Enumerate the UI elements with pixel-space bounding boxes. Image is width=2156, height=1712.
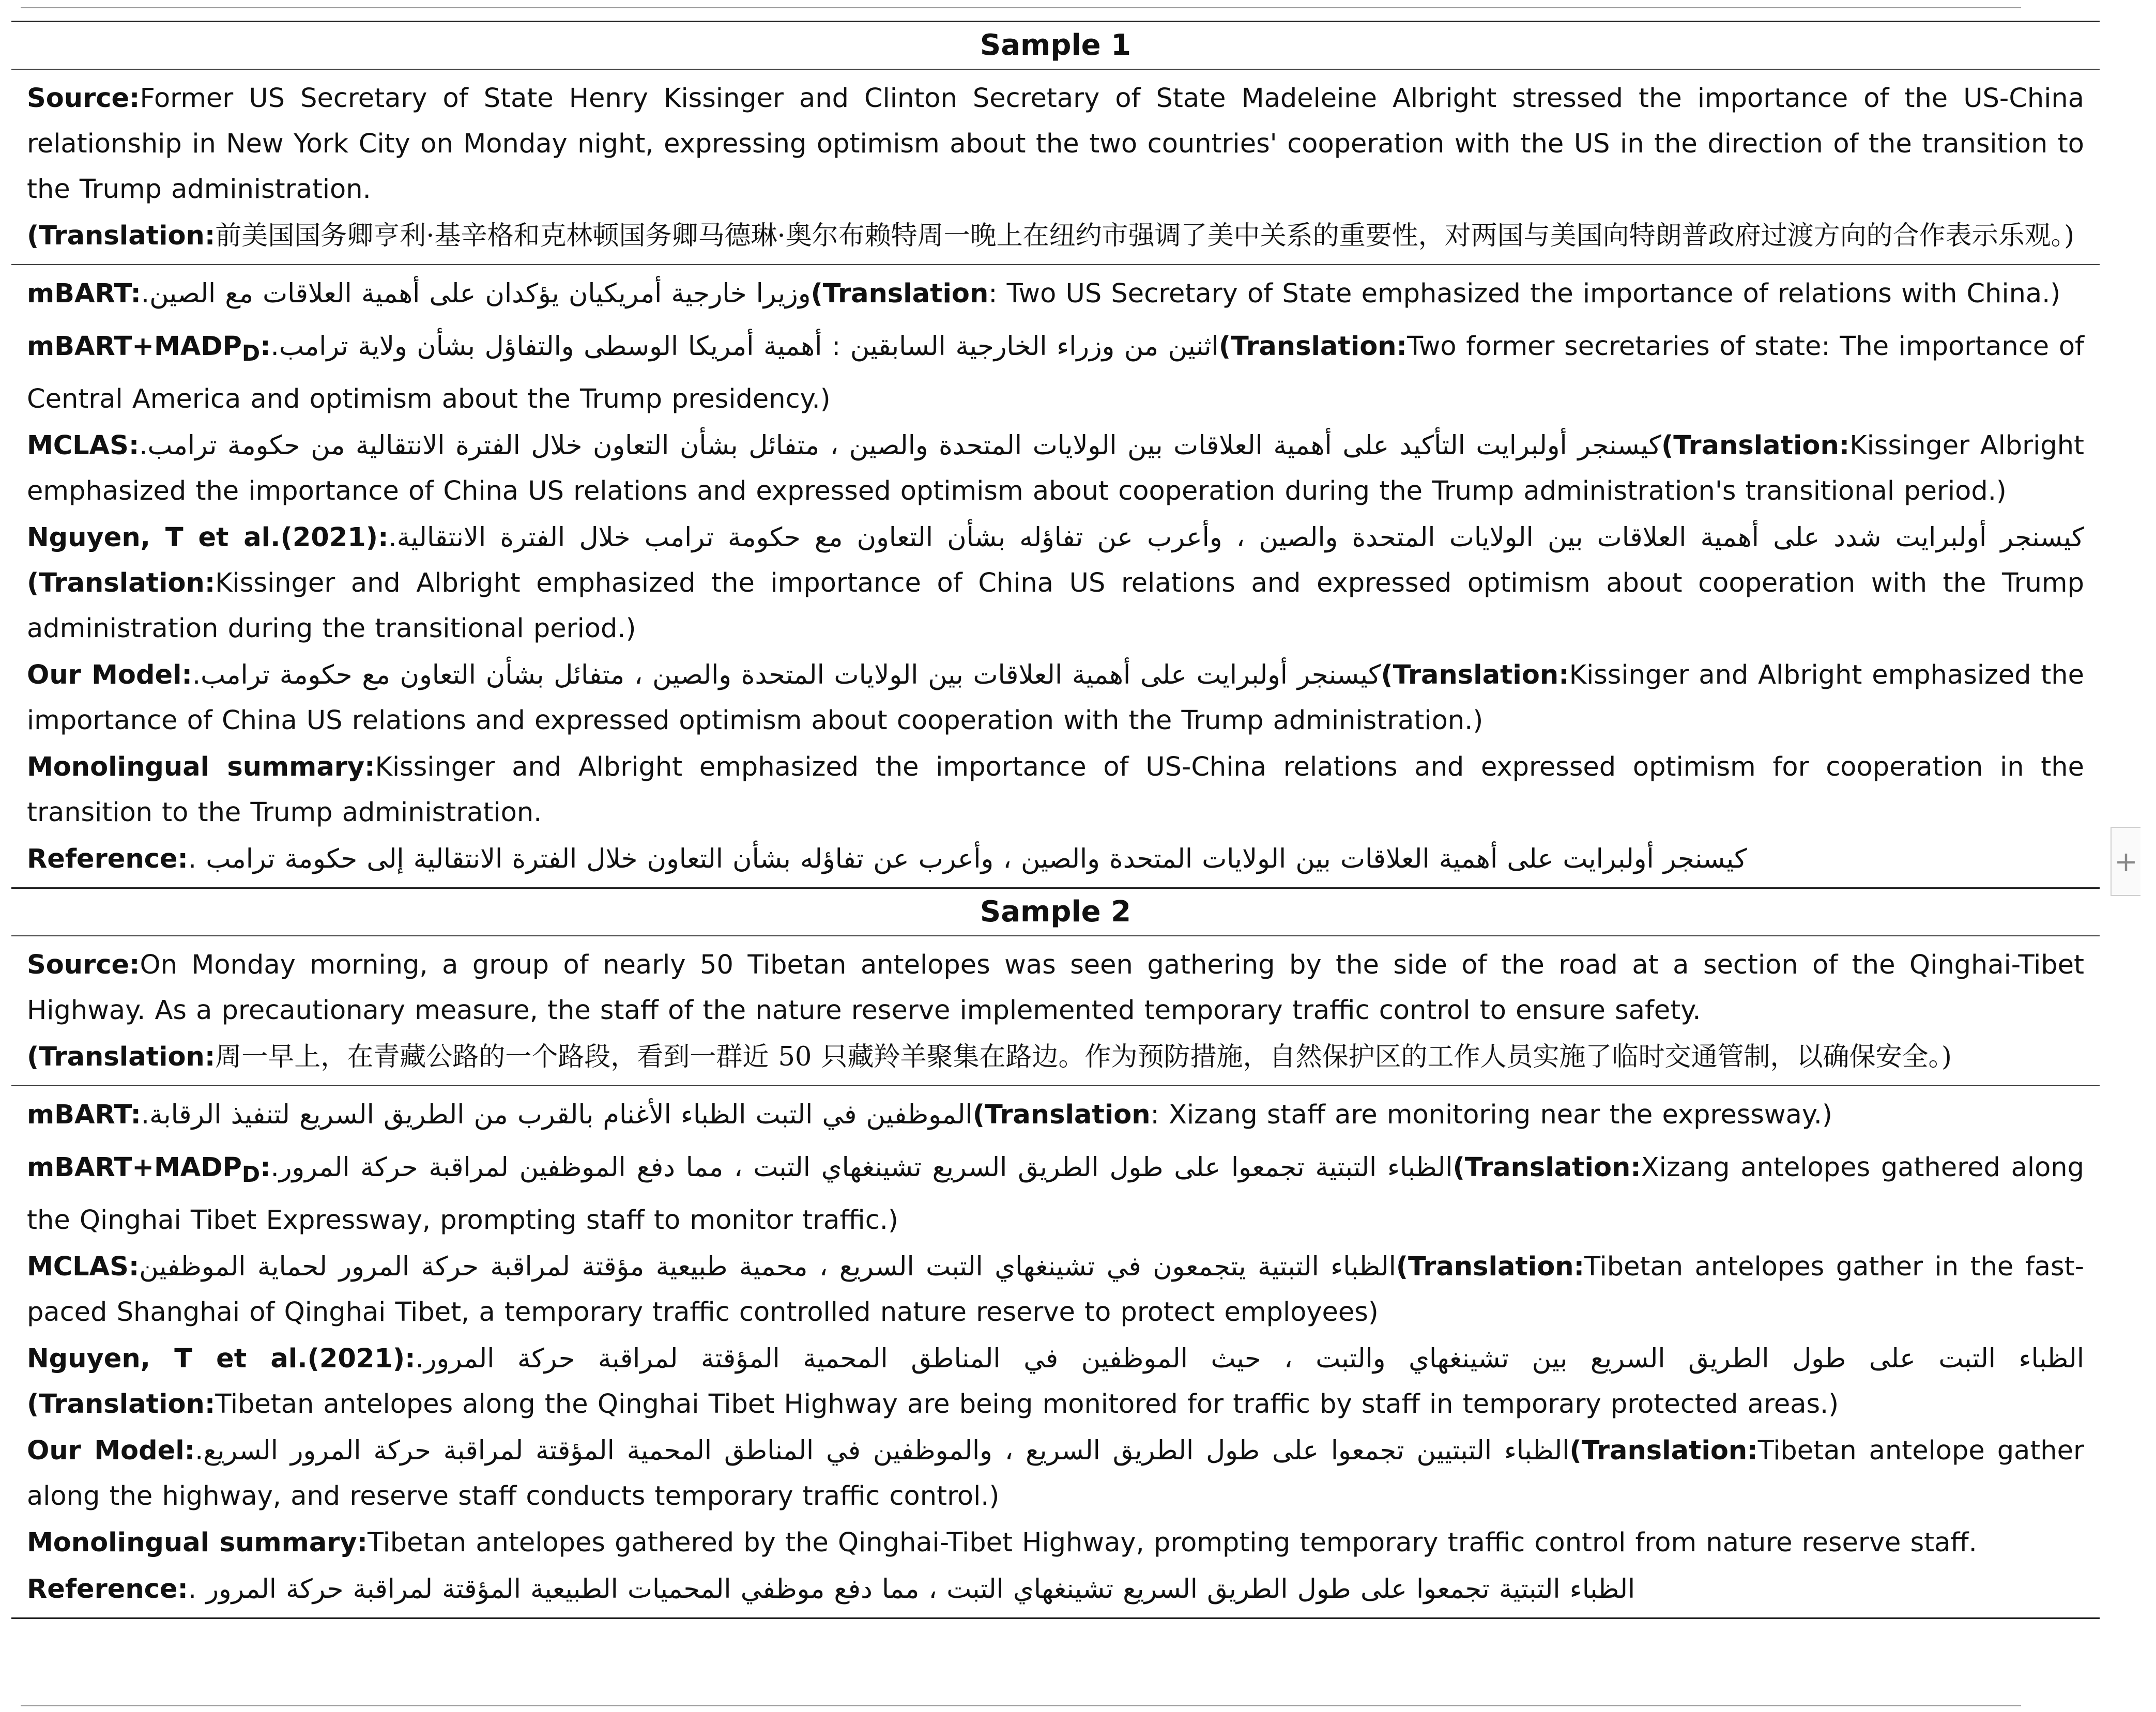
english-translation: Kissinger Albright emphasized the importance of China US relations and expressed optimism about cooperation during the Trump administration's transitional period.) <box>27 430 2085 507</box>
output-row <box>27 324 2084 422</box>
source-text: Former US Secretary of State Henry Kissinger and Clinton Secretary of State Madeleine Albright stressed the importance of the US-China relationship in New York City on Monday night, expressing optimism about the two countries' cooperation with the US in the direction of the transition to the Trump administration. <box>27 83 2084 205</box>
translation-label: (Translation: <box>1381 660 1569 691</box>
model-label: Nguyen, T et al.(2021): <box>27 522 389 553</box>
arabic-summary: الظباء التبت على طول الطريق السريع بين تشينغهاي والتبت ، حيث الموظفين في المناطق المحمية المؤقتة لمراقبة حركة المرور. <box>415 1344 2085 1375</box>
model-label: Reference: <box>27 1574 188 1605</box>
arabic-summary: الموظفين في التبت الظباء الأغنام بالقرب من الطريق السريع لتنفيذ الرقابة. <box>141 1100 973 1131</box>
model-subscript: D <box>241 1162 261 1188</box>
model-label: Our Model: <box>27 1436 195 1467</box>
translation-label: (Translation <box>811 279 989 309</box>
output-row <box>27 1145 2084 1243</box>
translation-label: (Translation <box>972 1100 1151 1131</box>
table-rule <box>11 1617 2100 1619</box>
source-translation-paragraph <box>27 1035 2084 1080</box>
source-label: Source: <box>27 950 140 981</box>
english-summary: Tibetan antelopes gathered by the Qinghai-Tibet Highway, prompting temporary traffic control from nature reserve staff. <box>368 1528 1977 1559</box>
english-translation: Xizang antelopes gathered along the Qinghai Tibet Expressway, prompting staff to monitor traffic.) <box>27 1152 2084 1236</box>
output-row <box>27 1428 2084 1519</box>
model-label: mBART: <box>27 1100 141 1131</box>
arabic-summary: كيسنجر أولبرايت على أهمية العلاقات بين الولايات المتحدة والصين ، وأعرب عن تفاؤله بشأن التعاون خلال الفترة الانتقالية إلى حكومة ترامب . <box>188 844 1747 875</box>
model-label: Nguyen, T et al.(2021): <box>27 1344 416 1375</box>
model-label: Our Model: <box>27 660 192 691</box>
output-row <box>27 1567 2084 1612</box>
translation-label: (Translation: <box>1218 331 1407 362</box>
model-label: Monolingual summary: <box>27 752 375 783</box>
english-translation: Tibetan antelopes gather in the fast-paced Shanghai of Qinghai Tibet, a temporary traffic controlled nature reserve to protect employees) <box>27 1252 2085 1328</box>
output-row <box>27 1092 2084 1138</box>
english-translation: Tibetan antelopes along the Qinghai Tibet Highway are being monitored for traffic by staff in temporary protected areas.) <box>215 1389 1839 1420</box>
arabic-summary: كيسنجر أولبرايت التأكيد على أهمية العلاقات بين الولايات المتحدة والصين ، متفائل بشأن التعاون خلال الفترة الانتقالية من حكومة ترامب. <box>139 430 1661 461</box>
output-row <box>27 653 2084 744</box>
output-row <box>27 1244 2084 1335</box>
sample-1-outputs-block <box>11 265 2100 887</box>
source-paragraph <box>27 76 2084 212</box>
model-label: MCLAS: <box>27 430 140 461</box>
output-row <box>27 1336 2084 1427</box>
chinese-translation-text: 前美国国务卿亨利·基辛格和克林顿国务卿马德琳·奥尔布赖特周一晚上在纽约市强调了美中关系的重要性，对两国与美国向特朗普政府过渡方向的合作表示乐观。) <box>215 221 2075 251</box>
model-label: Monolingual summary: <box>27 1528 368 1559</box>
model-label: MCLAS: <box>27 1252 140 1283</box>
arabic-summary: وزيرا خارجية أمريكيان يؤكدان على أهمية العلاقات مع الصين. <box>141 279 811 309</box>
english-translation: : Two US Secretary of State emphasized the importance of relations with China.) <box>988 279 2061 309</box>
english-translation: Tibetan antelope gather along the highway, and reserve staff conducts temporary traffic control.) <box>27 1436 2084 1512</box>
comparison-table <box>11 21 2100 1619</box>
add-row-button[interactable] <box>2111 827 2140 896</box>
arabic-summary: الظباء التبتية تجمعوا على طول الطريق السريع تشينغهاي التبت ، مما دفع موظفي المحميات الطبيعية المؤقتة لمراقبة حركة المرور . <box>188 1574 1635 1605</box>
arabic-summary: كيسنجر أولبرايت شدد على أهمية العلاقات بين الولايات المتحدة والصين ، وأعرب عن تفاؤله بشأن التعاون مع حكومة ترامب خلال الفترة الانتقالية. <box>388 522 2085 553</box>
source-label: Source: <box>27 83 140 114</box>
english-translation: Two former secretaries of state: The importance of Central America and optimism about the Trump presidency.) <box>27 331 2084 415</box>
translation-label: (Translation: <box>27 1389 216 1420</box>
translation-label: (Translation: <box>1569 1436 1758 1467</box>
output-row <box>27 1520 2084 1566</box>
translation-label: (Translation: <box>1661 430 1850 461</box>
model-label: $mBART+MADP_D$: <box>27 331 271 367</box>
sample-1-title: Sample 1 <box>980 28 1131 62</box>
output-row <box>27 423 2084 514</box>
arabic-summary: الظباء التبتية يتجمعون في تشينغهاي التبت السريع ، محمية طبيعية مؤقتة لمراقبة حركة المرور لحماية الموظفين <box>139 1252 1396 1283</box>
model-label: Reference: <box>27 844 188 875</box>
model-subscript: D <box>241 341 261 367</box>
english-translation: Kissinger and Albright emphasized the importance of China US relations and expressed optimism about cooperation with the Trump administration during the transitional period.) <box>27 568 2084 644</box>
translation-label: (Translation: <box>27 221 216 251</box>
sample-2-source-block <box>11 936 2100 1085</box>
page-bottom-edge <box>21 1705 2021 1706</box>
sample-1-source-block <box>11 70 2100 264</box>
source-paragraph <box>27 943 2084 1034</box>
sample-2-outputs-block <box>11 1086 2100 1617</box>
arabic-summary: اثنين من وزراء الخارجية السابقين : أهمية أمريكا الوسطى والتفاؤل بشأن ولاية ترامب. <box>270 331 1219 362</box>
arabic-summary: الظباء التبتية تجمعوا على طول الطريق السريع تشينغهاي التبت ، مما دفع الموظفين لمراقبة حركة المرور. <box>270 1152 1453 1183</box>
translation-label: (Translation: <box>27 1042 216 1073</box>
page-top-edge <box>21 7 2021 8</box>
output-row <box>27 837 2084 882</box>
model-label: mBART: <box>27 279 141 309</box>
output-row <box>27 745 2084 836</box>
english-translation: Kissinger and Albright emphasized the importance of China US relations and expressed optimism about cooperation with the Trump administration.) <box>27 660 2084 736</box>
translation-label: (Translation: <box>1396 1252 1584 1283</box>
arabic-summary: الظباء التبتيين تجمعوا على طول الطريق السريع ، والموظفين في المناطق المحمية المؤقتة لمراقبة حركة المرور السريع. <box>195 1436 1570 1467</box>
chinese-translation-text: 周一早上，在青藏公路的一个路段，看到一群近 50 只藏羚羊聚集在路边。作为预防措施，自然保护区的工作人员实施了临时交通管制，以确保安全。) <box>215 1042 1952 1073</box>
translation-label: (Translation: <box>1452 1152 1641 1183</box>
model-label: $mBART+MADP_D$: <box>27 1152 271 1188</box>
source-translation-paragraph <box>27 213 2084 259</box>
english-summary: Kissinger and Albright emphasized the importance of US-China relations and expressed optimism for cooperation in the transition to the Trump administration. <box>27 752 2084 828</box>
arabic-summary: كيسنجر أولبرايت على أهمية العلاقات بين الولايات المتحدة والصين ، متفائل بشأن التعاون مع حكومة ترامب. <box>192 660 1381 691</box>
sample-2-title: Sample 2 <box>980 895 1131 929</box>
output-row <box>27 515 2084 652</box>
source-text: On Monday morning, a group of nearly 50 Tibetan antelopes was seen gathering by the side of the road at a section of the Qinghai-Tibet Highway. As a precautionary measure, the staff of the nature reserve implemented temporary traffic control to ensure safety. <box>27 950 2084 1026</box>
plus-icon: + <box>2114 845 2138 878</box>
english-translation: : Xizang staff are monitoring near the expressway.) <box>1150 1100 1832 1131</box>
translation-label: (Translation: <box>27 568 216 599</box>
output-row <box>27 271 2084 317</box>
